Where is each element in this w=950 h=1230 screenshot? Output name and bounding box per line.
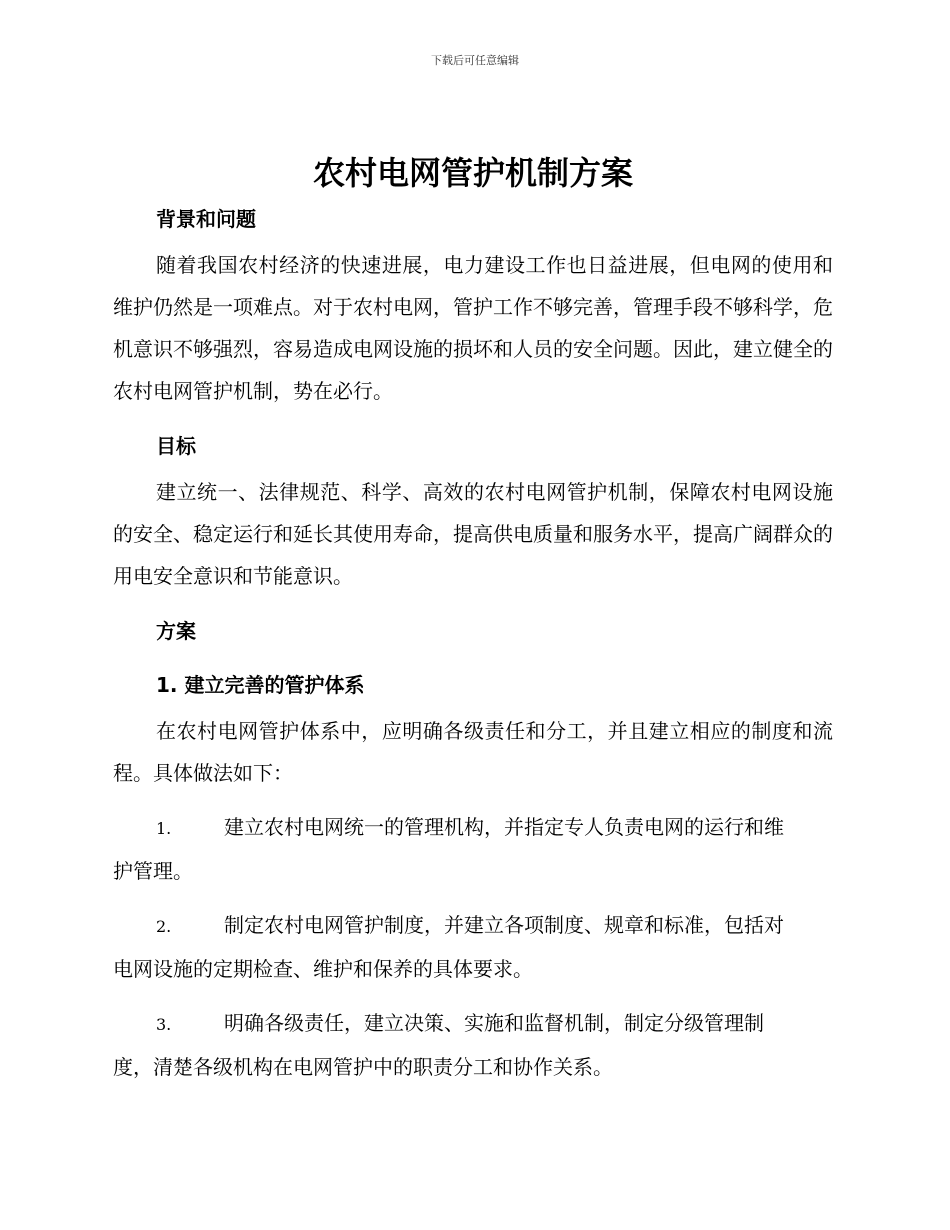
subsection-heading-system: 1. 建立完善的管护体系 [156, 673, 365, 697]
page-header-note: 下载后可任意编辑 [431, 54, 519, 67]
document-body [113, 150, 833, 1088]
list-item-text-continued: 护管理。 [113, 859, 193, 883]
list-item [113, 1002, 833, 1088]
paragraph-goal: 建立统一、法律规范、科学、高效的农村电网管护机制，保障农村电网设施的安全、稳定运行和延长其使用寿命，提高供电质量和服务水平，提高广阔群众的用电安全意识和节能意识。 [113, 480, 833, 588]
list-item-number: 2. [156, 917, 172, 936]
section-heading-plan: 方案 [156, 619, 196, 643]
list-item [113, 904, 833, 990]
list-item-text-continued: 电网设施的定期检查、维护和保养的具体要求。 [113, 957, 533, 981]
list-item-text: 建立农村电网统一的管理机构，并指定专人负责电网的运行和维 [224, 815, 784, 839]
paragraph-background: 随着我国农村经济的快速进展，电力建设工作也日益进展，但电网的使用和维护仍然是一项难点。对于农村电网，管护工作不够完善，管理手段不够科学，危机意识不够强烈，容易造成电网设施的损坏和人员的安全问题。因此，建立健全的农村电网管护机制，势在必行。 [113, 253, 833, 403]
list-item-text: 明确各级责任，建立决策、实施和监督机制，制定分级管理制 [224, 1011, 764, 1035]
list-item-text-continued: 度，清楚各级机构在电网管护中的职责分工和协作关系。 [113, 1055, 613, 1079]
list-item-number: 1. [156, 819, 172, 838]
paragraph-system: 在农村电网管护体系中，应明确各级责任和分工，并且建立相应的制度和流程。具体做法如下： [113, 719, 833, 785]
section-heading-background: 背景和问题 [156, 207, 256, 231]
document-title: 农村电网管护机制方案 [312, 154, 633, 192]
section-heading-goal: 目标 [156, 434, 196, 458]
list-item-number: 3. [156, 1015, 172, 1034]
list-item-text: 制定农村电网管护制度，并建立各项制度、规章和标准，包括对 [224, 913, 784, 937]
list-item [113, 806, 833, 892]
